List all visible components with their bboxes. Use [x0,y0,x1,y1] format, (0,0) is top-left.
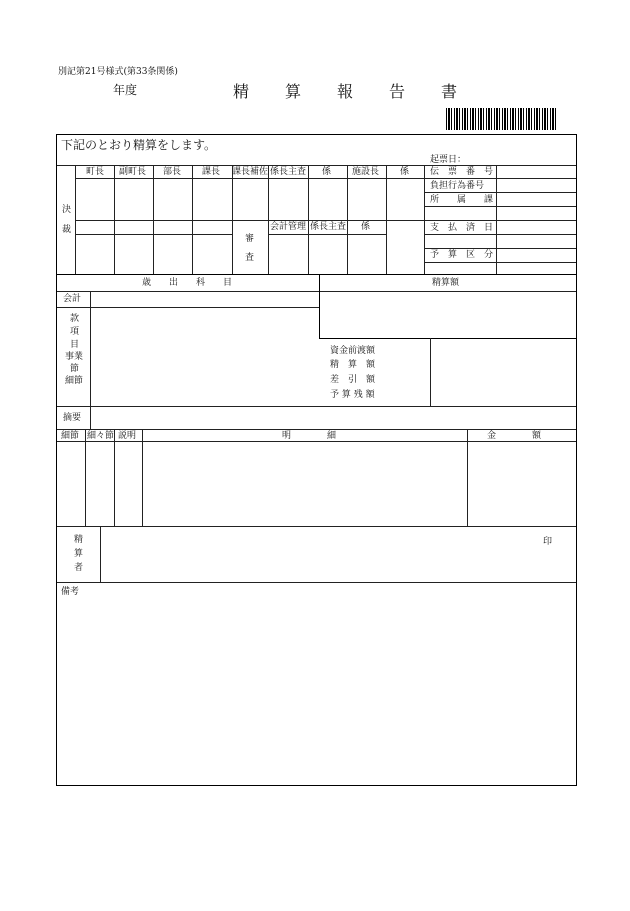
col-description: 説明 [118,431,137,441]
role-facility-head: 施設長 [352,167,380,177]
issue-date-label: 起票日： [430,155,467,165]
year-label: 年度 [113,83,138,97]
audit-label-2: 査 [245,253,255,263]
barcode-image [446,108,556,130]
role-facility-staff: 係 [400,167,410,177]
role-subsection-chief: 係長主査 [270,167,307,177]
account-label: 会計 [63,294,82,304]
difference-label: 差 引 額 [330,375,376,385]
remarks-label: 備考 [61,587,80,597]
settlement-header: 精算額 [432,278,460,288]
col-detail: 明 細 [282,431,337,441]
settled-amount-label: 精 算 額 [330,360,376,370]
col-amount: 金 額 [487,431,542,441]
role-mayor: 町長 [86,167,105,177]
page-title: 精 算 報 告 書 [233,82,468,101]
settler-label-3: 者 [74,563,84,573]
approval-label-2: 裁 [62,225,72,235]
budget-remaining-label: 予 算 残 額 [330,390,375,400]
role-audit-staff: 係 [361,222,371,232]
role-audit-subsection: 係長主査 [310,222,347,232]
settler-label-2: 算 [74,549,84,559]
approval-label-1: 決 [62,205,72,215]
col-subsubsection: 細々節 [87,431,115,441]
paid-date-label: 支 払 済 日 [430,223,494,233]
category-setsu: 節 [70,364,80,374]
category-project: 事業 [65,352,84,362]
category-saisetsu: 細節 [65,376,84,386]
category-kan: 款 [70,314,80,324]
role-director: 部長 [163,167,182,177]
role-section-chief: 課長 [202,167,221,177]
intro-text: 下記のとおり精算をします。 [61,138,217,152]
col-subsection: 細節 [61,431,80,441]
advance-amount-label: 資金前渡額 [330,346,376,356]
burden-number-label: 負担行為番号 [430,181,485,191]
category-kou: 項 [70,327,80,337]
role-assistant-chief: 課長補佐 [232,167,269,177]
department-label: 所 属 課 [430,195,494,205]
role-staff: 係 [322,167,332,177]
settler-label-1: 精 [74,535,84,545]
category-moku: 目 [70,340,80,350]
seal-mark: 印 [543,537,553,547]
budget-class-label: 予 算 区 分 [430,250,494,260]
form-reference: 別記第21号様式(第33条関係) [58,67,178,77]
expense-header: 歳 出 科 目 [142,278,233,288]
voucher-number-label: 伝 票 番 号 [430,167,494,177]
role-accounting: 会計管理 [270,222,307,232]
audit-label-1: 審 [245,234,255,244]
summary-label: 摘要 [63,413,82,423]
role-deputy-mayor: 副町長 [119,167,147,177]
